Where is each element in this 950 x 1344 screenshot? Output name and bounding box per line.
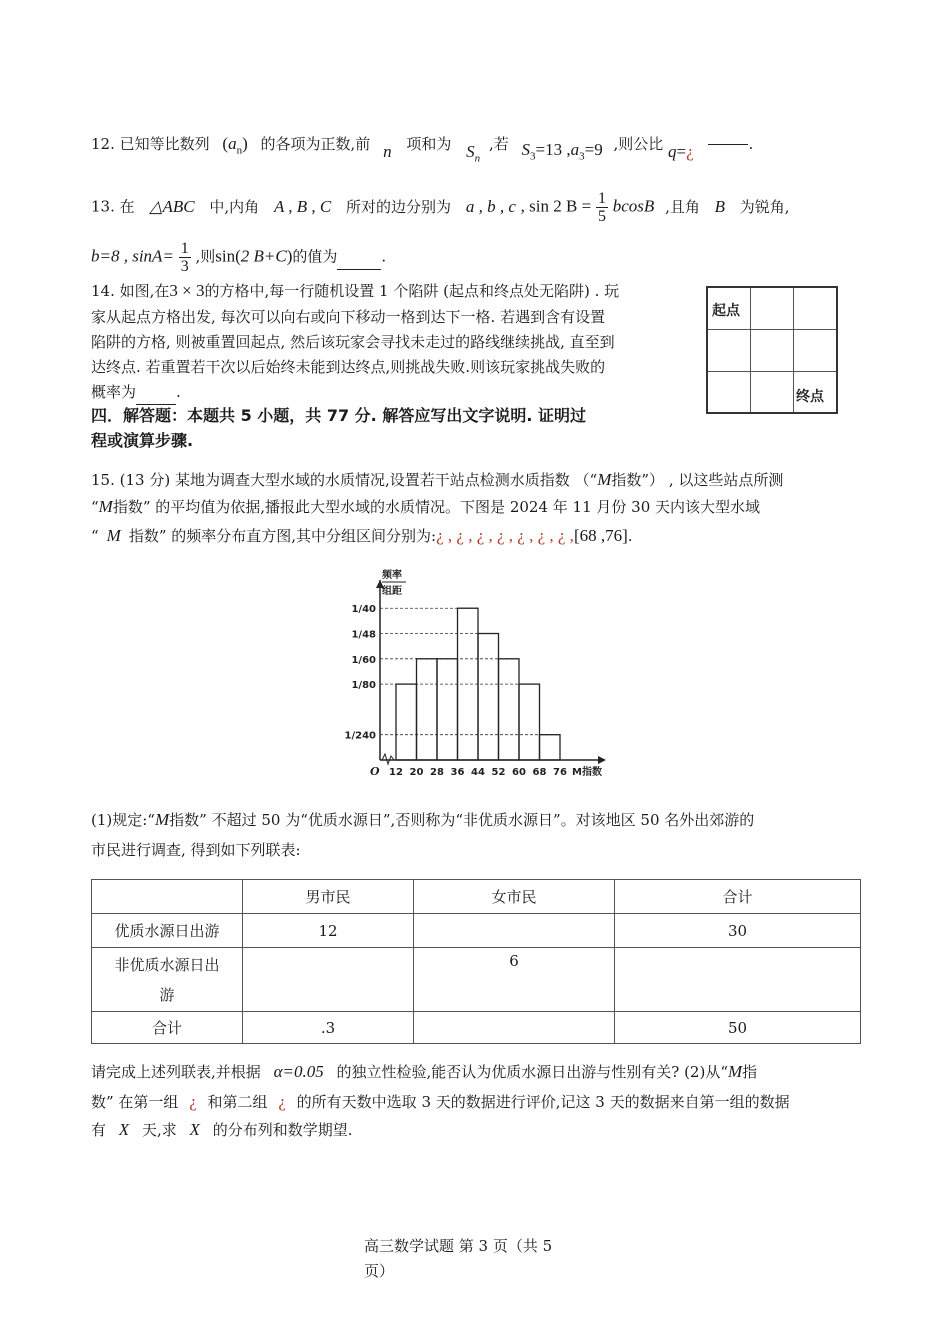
x-tick-label: 12	[389, 767, 403, 778]
q13-frac-den: 5	[597, 208, 606, 225]
table-cell: 6	[414, 948, 615, 1012]
q15-alpha: α=0.05	[273, 1062, 324, 1081]
table-row	[92, 914, 861, 948]
grid-end-label: 终点	[796, 389, 824, 405]
table-cell	[414, 914, 615, 948]
q12-cond-sub2: 3	[579, 150, 585, 163]
table-cell: 合计	[92, 1012, 243, 1044]
q15-line1-paren-a: （“	[574, 471, 598, 489]
q15-after3-X2: X	[189, 1120, 200, 1139]
q15-after-line3	[91, 1118, 352, 1142]
q14-line3: 陷阱的方格, 则被重置回起点, 然后该玩家会寻找未走过的路线继续挑战, 直至到	[91, 333, 615, 351]
q15-after1-b: 的独立性检验,能否认为优质水源日出游与性别有关? (2)从“	[336, 1063, 728, 1081]
q15-line3-end: .	[627, 527, 633, 545]
q15-after1-M: M	[728, 1062, 743, 1081]
q13-line2	[91, 240, 386, 275]
q13-mid3: ,且角	[665, 197, 700, 216]
x-tick-label: 28	[430, 767, 444, 778]
table-cell-line2: 游	[159, 985, 175, 1004]
q13-frac2-num: 1	[180, 240, 189, 257]
x-tick-label: 52	[491, 767, 506, 778]
table-cell	[243, 948, 414, 1012]
table-cell: 12	[243, 914, 414, 948]
q14-line4: 达终点. 若重置若干次以后始终未能到达终点,则挑战失败.则该玩家挑战失败的	[91, 358, 606, 376]
q12-mid1: 的各项为正数,前	[260, 135, 371, 153]
x-axis-arrow	[598, 756, 606, 764]
q14-line5-text: 概率为	[91, 383, 137, 401]
table-header-cell: 合计	[615, 880, 861, 914]
q15-line3-glyphs: ¿ , ¿ , ¿ , ¿ , ¿ , ¿ , ¿ ,	[436, 526, 574, 545]
section4-line2: 程或演算步骤.	[91, 431, 194, 450]
q13-fraction	[596, 190, 608, 225]
y-axis-label-top: 频率	[382, 570, 402, 581]
q12-q-eq: =	[676, 142, 687, 161]
q13-line2-b: b=8 , sinA=	[91, 246, 174, 266]
q13-bcos: bcosB	[612, 196, 655, 216]
q14-grid-figure	[706, 286, 838, 414]
y-tick-label: 1/80	[351, 680, 376, 692]
table-cell-line1: 非优质水源日出	[114, 955, 220, 974]
q12-cond-sub1: 3	[530, 150, 536, 163]
x-tick-label: 44	[471, 767, 485, 778]
y-tick-label: 1/240	[344, 730, 376, 742]
axis-break-mark	[382, 754, 394, 764]
table-row	[92, 1012, 861, 1044]
q14-line5-end: .	[176, 383, 181, 401]
contingency-table	[91, 879, 861, 1044]
q13-sin: , sin 2 B =	[520, 196, 592, 216]
grid-cell-end	[794, 372, 836, 412]
y-tick-label: 1/60	[351, 654, 376, 666]
q12-seq: $(a_n)$	[222, 134, 248, 157]
q15-line2-a: “	[91, 498, 99, 516]
table-header-cell: 女市民	[414, 880, 615, 914]
grid-cell	[751, 288, 794, 330]
q12-cond-a: a	[570, 140, 580, 159]
q13-line2-paren: (2 B+C)	[235, 246, 293, 266]
q15-line2	[91, 495, 760, 519]
q14-line1	[91, 279, 619, 303]
table-row	[92, 948, 861, 1012]
q13-frac-num: 1	[597, 190, 606, 207]
q12-mid3: ,若	[488, 135, 509, 153]
q12-cond-S: S	[521, 140, 531, 159]
table-cell: 50	[615, 1012, 861, 1044]
q13-B: B	[714, 196, 726, 216]
y-tick-label: 1/40	[351, 604, 376, 616]
q12-answer-blank	[708, 144, 748, 145]
table-cell	[414, 1012, 615, 1044]
q13-answer-blank	[337, 245, 381, 270]
grid-cell	[794, 330, 836, 372]
grid-cell	[708, 330, 751, 372]
histogram-bar	[396, 684, 417, 760]
q15-after-line2	[91, 1090, 790, 1114]
q12-end: .	[748, 135, 754, 153]
q15-after2-a: 数” 在第一组	[91, 1093, 179, 1111]
histogram-bar	[417, 659, 438, 760]
q12-cond-val1: =13 ,	[535, 140, 571, 159]
grid-cell	[708, 372, 751, 412]
y-axis-label-bottom: 组距	[382, 586, 402, 597]
q15-line3-last: [68 ,76]	[573, 526, 628, 545]
q13-line2-inner: 2 B+C	[240, 246, 287, 266]
x-tick-label: 76	[553, 767, 567, 778]
q12-q-var: q	[668, 142, 677, 161]
q15-after3-a: 有	[91, 1121, 107, 1139]
q13-triangle: △ABC	[149, 196, 195, 216]
q15-line1-paren-b: 指数”）	[611, 471, 665, 489]
q15-after1-c: 指	[742, 1063, 758, 1081]
x-tick-label: 60	[512, 767, 526, 778]
q13-line2-sin: sin	[215, 246, 236, 266]
x-tick-label: 68	[532, 767, 547, 778]
q15-line3-a: “	[91, 527, 99, 545]
section4-line1: 四．解答题：本题共 5 小题，共 77 分. 解答应写出文字说明. 证明过	[91, 406, 586, 425]
histogram-bar	[519, 684, 540, 760]
q15-line1-a: 15. (13 分) 某地为调查大型水域的水质情况,设置若干站点检测水质指数	[91, 471, 570, 489]
table-cell: .3	[243, 1012, 414, 1044]
q15-after3-b: 天,求	[141, 1121, 177, 1139]
q15-part1-line1	[91, 808, 754, 832]
q15-after2-b: 和第二组	[207, 1093, 268, 1111]
q13-line1	[91, 190, 790, 225]
q15-line1-b: , 以这些站点所测	[668, 471, 784, 489]
q14-line1-a: 14. 如图,在	[91, 282, 170, 300]
page-footer-line1: 高三数学试题 第 3 页（共 5	[364, 1237, 553, 1255]
q15-line1-M: M	[597, 470, 612, 489]
histogram-bar	[499, 659, 520, 760]
q12-S-sub: n	[474, 152, 481, 165]
q12-q-glyph: ¿	[686, 142, 694, 161]
q13-mid1: 中,内角	[209, 197, 260, 216]
q15-after3-X: X	[118, 1120, 130, 1139]
q12-mid2: 项和为	[406, 135, 452, 153]
q15-line3-M: M	[106, 526, 121, 545]
q13-frac2-den: 3	[180, 258, 189, 275]
q14-line1-b: 的方格中,每一行随机设置 1 个陷阱 (起点和终点处无陷阱) . 玩	[204, 282, 620, 300]
q15-line1	[91, 468, 783, 492]
q15-line3-b: 指数” 的频率分布直方图,其中分组区间分别为:	[128, 527, 437, 545]
q12-seq-sub: n	[236, 144, 243, 157]
q13-mid2: 所对的边分别为	[346, 197, 452, 216]
x-axis-label: M指数	[572, 767, 602, 778]
q12-seq-a: a	[228, 134, 237, 153]
q15-after-line1	[91, 1060, 757, 1084]
grid-cell	[751, 330, 794, 372]
histogram-bar	[478, 634, 499, 760]
q13-prefix: 13. 在	[91, 197, 135, 216]
q14-line5	[91, 380, 181, 405]
table-header-cell	[92, 880, 243, 914]
y-tick-label: 1/48	[351, 629, 376, 641]
q15-line3	[91, 524, 633, 548]
q15-after1-a: 请完成上述列联表,并根据	[91, 1063, 261, 1081]
table-cell: 优质水源日出游	[92, 914, 243, 948]
q13-angles: A , B , C	[273, 196, 332, 216]
q13-line2-mid: ,则	[195, 247, 216, 266]
q12-cond	[521, 140, 603, 163]
q12-cond-val2: =9	[584, 140, 603, 159]
histogram-bar	[540, 735, 561, 760]
grid-cell	[751, 372, 794, 412]
q14-answer-blank	[136, 380, 176, 405]
q15-part1-a: (1)规定:“	[91, 811, 155, 829]
histogram-bar	[437, 659, 458, 760]
table-cell	[615, 948, 861, 1012]
q15-part1-line2: 市民进行调查, 得到如下列联表:	[91, 841, 301, 859]
grid-start-label: 起点	[712, 303, 740, 319]
table-header-cell: 男市民	[243, 880, 414, 914]
frequency-histogram	[320, 560, 620, 785]
q15-part1-b: 指数” 不超过 50 为“优质水源日”,否则称为“非优质水源日”。对该地区 50 名外出郊游的	[169, 811, 755, 829]
q12-prefix: 12. 已知等比数列	[91, 135, 210, 153]
q12-S	[466, 142, 481, 165]
table-header-row	[92, 880, 861, 914]
q15-after2-c: 的所有天数中选取 3 天的数据进行评价,记这 3 天的数据来自第一组的数据	[296, 1093, 790, 1111]
q13-line2-dot: .	[381, 247, 387, 266]
table-cell	[92, 948, 243, 1012]
q15-line2-b: 指数” 的平均值为依据,播报此大型水域的水质情况。下图是 2024 年 11 月份 30 天内该大型水域	[112, 498, 761, 516]
page-footer-line2: 页）	[364, 1262, 395, 1280]
q13-sides: a , b , c	[465, 196, 516, 216]
q14-line1-math: 3 × 3	[169, 281, 205, 300]
q12-n: n	[383, 142, 392, 161]
q12-S-letter: S	[466, 142, 475, 161]
x-tick-label: 36	[450, 767, 465, 778]
q15-after2-g2: ¿	[278, 1092, 286, 1111]
grid-cell-start	[708, 288, 751, 330]
q12-line	[91, 132, 754, 165]
x-tick-label: 20	[409, 767, 424, 778]
q12-q	[668, 142, 694, 161]
q15-line2-M: M	[98, 497, 113, 516]
q15-part1-M: M	[154, 810, 170, 829]
q13-mid4: 为锐角,	[739, 197, 790, 216]
origin-label: O	[370, 765, 380, 778]
q15-after2-g1: ¿	[189, 1092, 197, 1111]
q13-fraction2	[179, 240, 191, 275]
q15-after3-c: 的分布列和数学期望.	[212, 1121, 353, 1139]
q14-line2: 家从起点方格出发, 每次可以向右或向下移动一格到达下一格. 若遇到含有设置	[91, 308, 606, 326]
q13-line2-end: 的值为	[292, 247, 338, 266]
q12-mid4: ,则公比	[613, 135, 664, 153]
grid-cell	[794, 288, 836, 330]
table-cell: 30	[615, 914, 861, 948]
